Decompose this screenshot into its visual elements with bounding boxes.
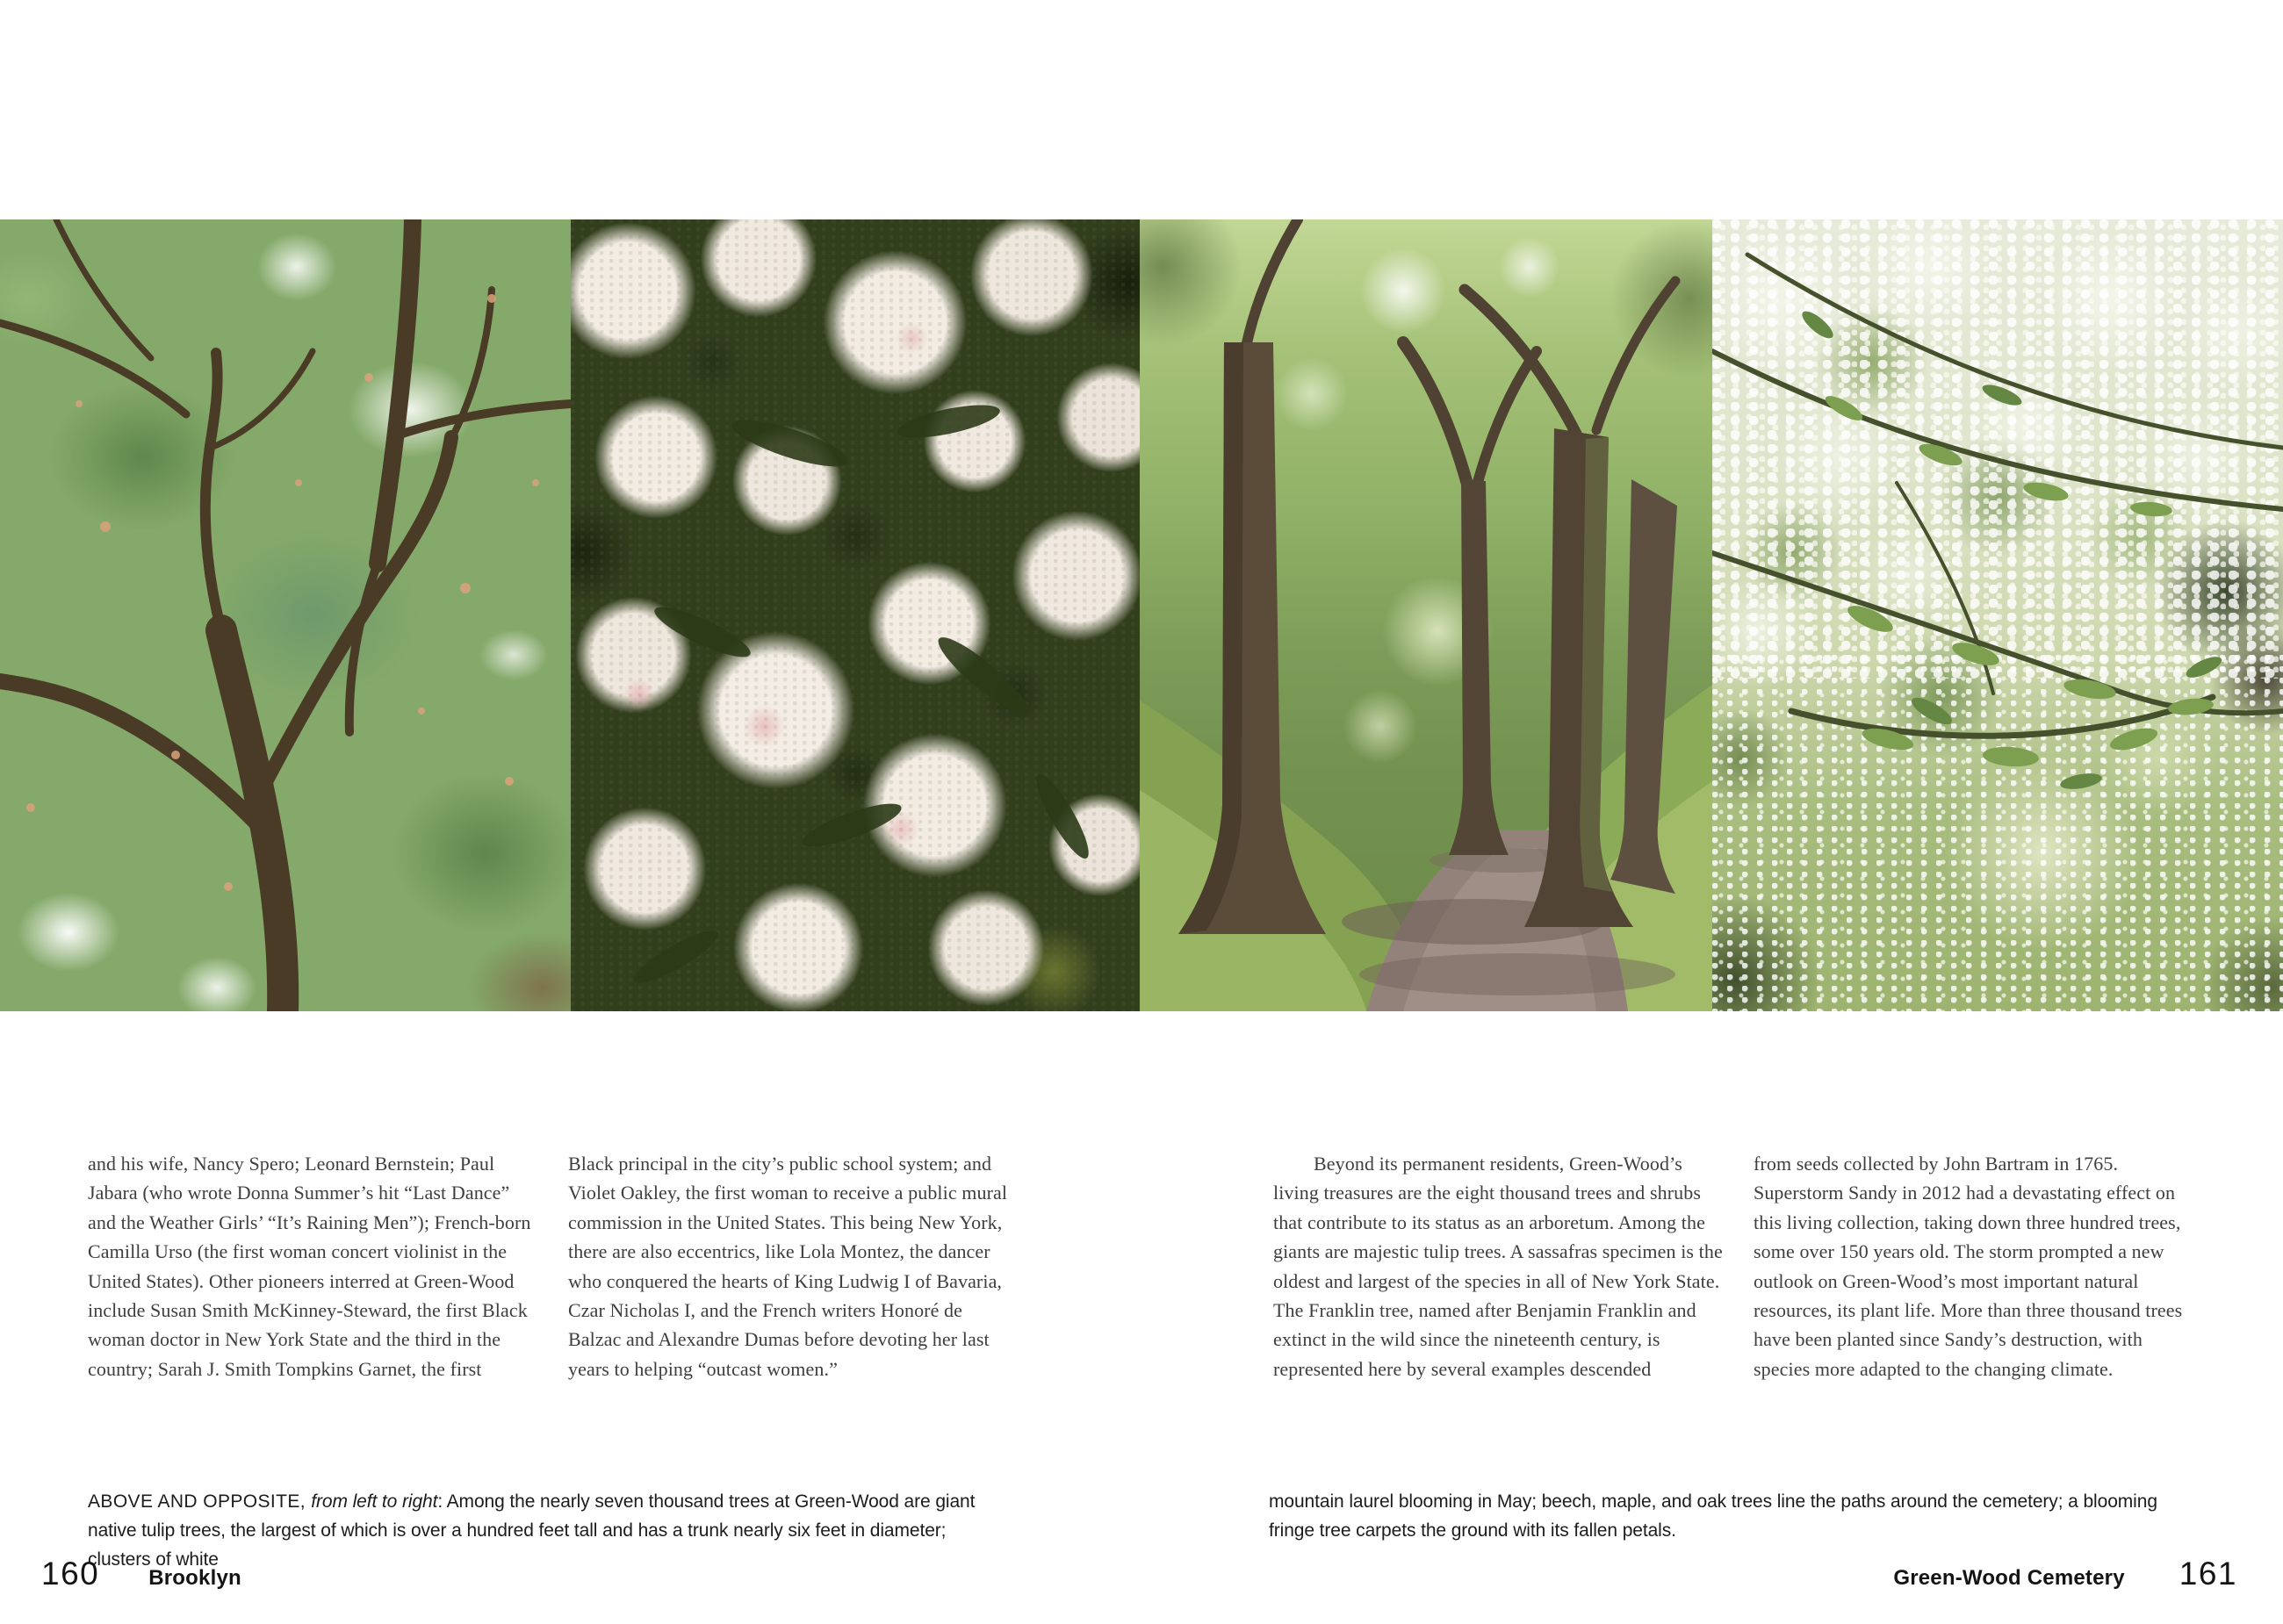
photo-strip xyxy=(0,219,2283,1011)
body-column-4: from seeds collected by John Bartram in 1765. Superstorm Sandy in 2012 had a devastating effect on this living collection, taking down three hundred trees, some over 150 years old. The storm prompted a new outlook on Green-Wood’s most important natural resources, its plant life. More than three thousand trees have been planted since Sandy’s destruction, with species more adapted to the changing climate. xyxy=(1754,1153,2183,1380)
fringe-branches-art xyxy=(1712,219,2283,1011)
photo-fringe-tree xyxy=(1712,219,2283,1011)
folio-right xyxy=(1893,1556,2237,1592)
tulip-tree-branches-art xyxy=(0,219,571,1011)
section-label-right: Green-Wood Cemetery xyxy=(1893,1566,2125,1590)
folio-left xyxy=(41,1556,241,1592)
body-column-1: and his wife, Nancy Spero; Leonard Bernstein; Paul Jabara (who wrote Donna Summer’s hit “Last Dance” and the Weather Girls’ “It’s Raining Men”); French-born Camilla Urso (the first woman concert violinist in the United States). Other pioneers interred at Green-Wood include Susan Smith McKinney-Steward, the first Black woman doctor in New York State and the third in the country; Sarah J. Smith Tompkins Garnet, the first xyxy=(88,1153,531,1380)
caption-left-body: : Among the nearly seven thousand trees at Green-Wood are giant native tulip trees, the largest of which is over a hundred feet tall and has a trunk nearly six feet in diameter; clusters of white xyxy=(88,1491,976,1570)
caption-right: mountain laurel blooming in May; beech, maple, and oak trees line the paths around the cemetery; a blooming fringe tree carpets the ground with its fallen petals. xyxy=(1269,1491,2157,1541)
page-number-left: 160 xyxy=(41,1556,100,1592)
caption-direction-note: from left to right xyxy=(311,1491,438,1512)
photo-cemetery-path xyxy=(1140,219,1712,1011)
photo-mountain-laurel xyxy=(571,219,1140,1011)
path-and-trunks-art xyxy=(1140,219,1712,1011)
laurel-leaves-art xyxy=(571,219,1140,1011)
photo-tulip-tree xyxy=(0,219,571,1011)
body-column-2: Black principal in the city’s public school system; and Violet Oakley, the first woman to receive a public mural commission in the United States. This being New York, there are also eccentrics, like Lola Montez, the dancer who conquered the hearts of King Ludwig I of Bavaria, Czar Nicholas I, and the French writers Honoré de Balzac and Alexandre Dumas before devoting her last years to helping “outcast women.” xyxy=(568,1153,1008,1380)
caption-lead-in: ABOVE AND OPPOSITE, xyxy=(88,1491,312,1512)
body-column-3: Beyond its permanent residents, Green-Wood’s living treasures are the eight thousand trees and shrubs that contribute to its status as an arboretum. Among the giants are majestic tulip trees. A sassafras specimen is the oldest and largest of the species in all of New York State. The Franklin tree, named after Benjamin Franklin and extinct in the wild since the nineteenth century, is represented here by several examples descended xyxy=(1273,1153,1723,1380)
section-label-left: Brooklyn xyxy=(148,1566,241,1590)
page-number-right: 161 xyxy=(2179,1556,2237,1592)
